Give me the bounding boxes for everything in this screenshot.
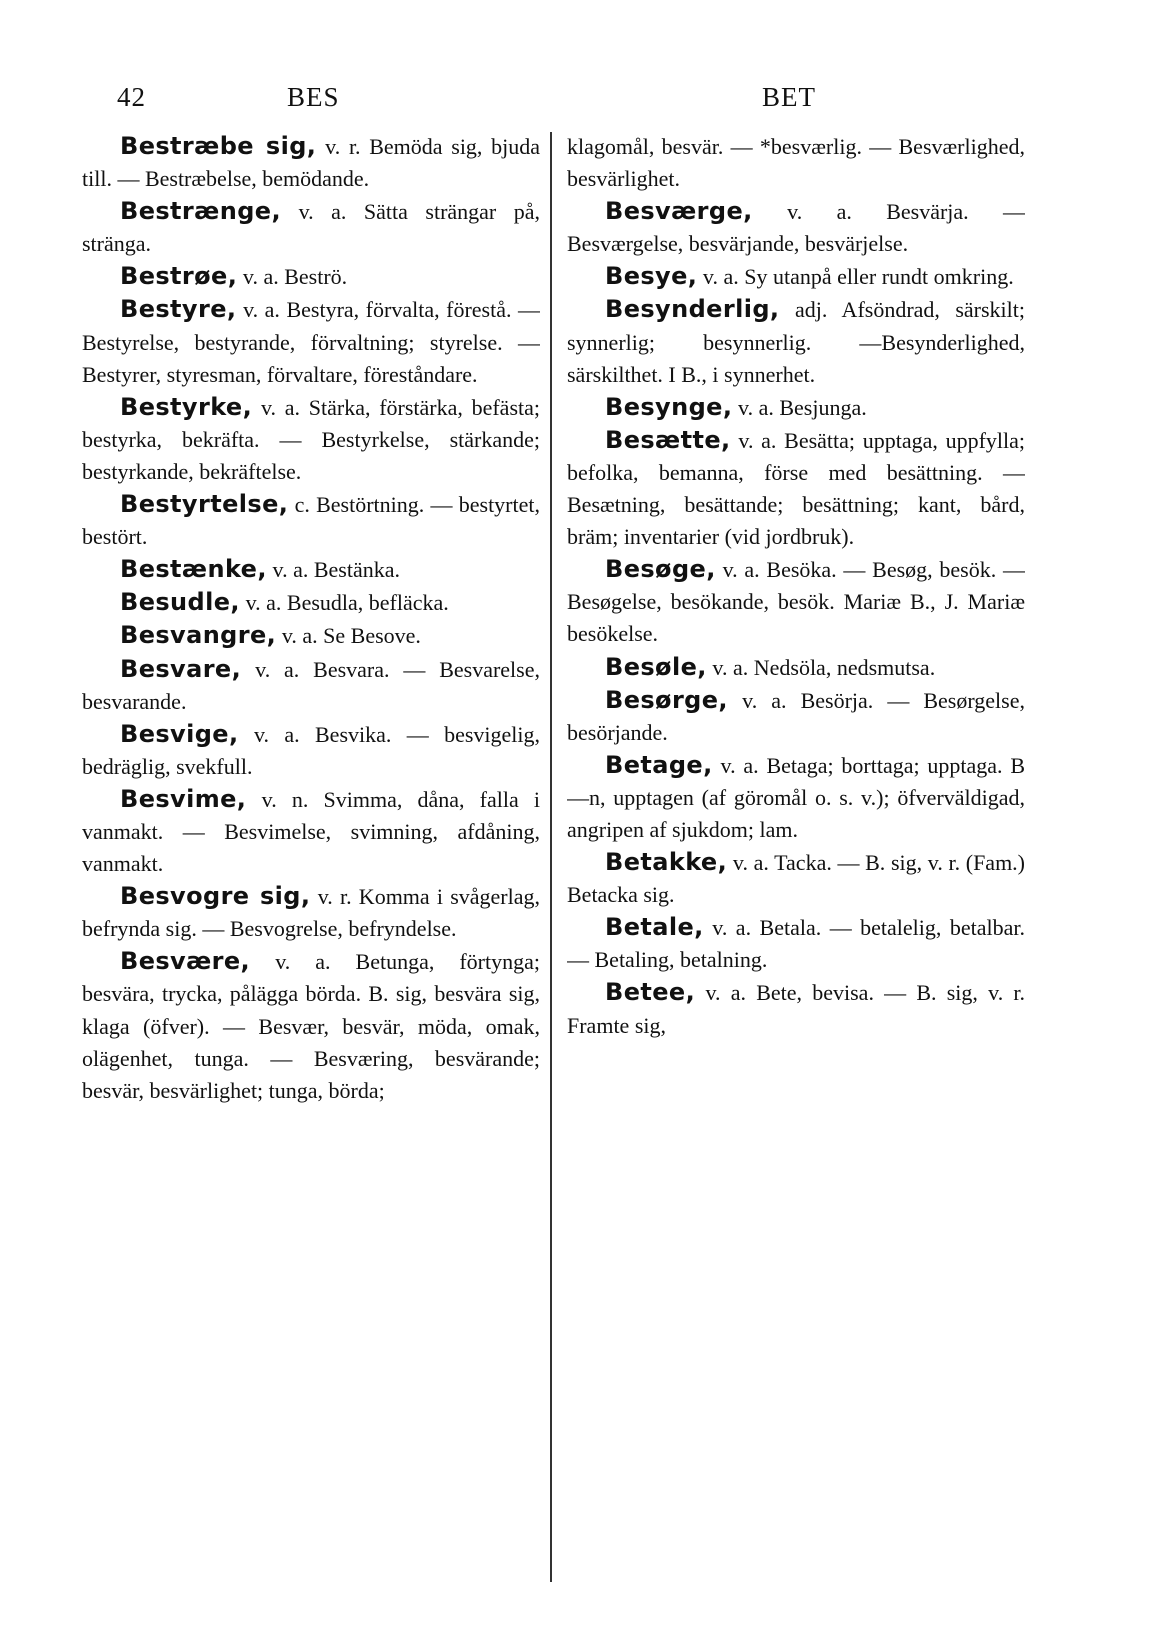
dictionary-entry	[567, 391, 1025, 424]
definition: v. a. Sy utanpå eller rundt omkring.	[702, 264, 1014, 290]
headword: Bestænke,	[120, 555, 267, 584]
definition: v. r. Bemöda sig, bjuda till. — Bestræbelse, bemödande.	[82, 134, 540, 192]
definition: v. a. Besudla, befläcka.	[245, 590, 449, 616]
dictionary-entry	[82, 293, 540, 390]
headword: Besye,	[605, 262, 698, 291]
dictionary-entry	[82, 488, 540, 553]
dictionary-entry	[82, 945, 540, 1106]
definition: v. a. Beströ.	[242, 264, 348, 290]
headword: Betale,	[605, 913, 704, 942]
headword: Besværge,	[605, 197, 753, 226]
left-column	[82, 130, 540, 1620]
right-column	[567, 130, 1025, 1620]
headword: Besørge,	[605, 685, 728, 714]
definition: v. a. Besvika. — besvigelig, bedräglig, svekfull.	[82, 721, 540, 779]
definition: v. a. Bete, bevisa. — B. sig, v. r. Framte sig,	[567, 980, 1025, 1038]
dictionary-entry	[567, 553, 1025, 650]
definition: v. a. Besörja. — Besørgelse, besörjande.	[567, 687, 1025, 745]
dictionary-entry	[82, 783, 540, 880]
dictionary-entry	[82, 130, 540, 195]
headword: Bestyrtelse,	[120, 490, 289, 519]
headword: Besvogre sig,	[120, 882, 311, 911]
dictionary-entry	[82, 619, 540, 652]
dictionary-entry	[567, 911, 1025, 976]
dictionary-entry	[567, 260, 1025, 293]
dictionary-entry	[567, 684, 1025, 749]
headword: Besvangre,	[120, 621, 277, 650]
definition: v. a. Nedsöla, nedsmutsa.	[712, 654, 936, 680]
headword: Besvime,	[120, 784, 247, 813]
headword: Besynderlig,	[605, 295, 780, 324]
dictionary-entry-continued	[567, 130, 1025, 195]
dictionary-entry	[82, 260, 540, 293]
definition: v. a. Besjunga.	[738, 394, 867, 420]
definition: v. a. Besvara. — Besvarelse, besvarande.	[82, 656, 540, 714]
definition: v. a. Bestyra, förvalta, förestå. — Bestyrelse, bestyrande, förvaltning; styrelse. — Bestyrer, styresman, förvaltare, föreståndare.	[82, 297, 540, 387]
dictionary-entry	[567, 195, 1025, 260]
dictionary-entry	[82, 391, 540, 488]
definition: v. n. Svimma, dåna, falla i vanmakt. — Besvimelse, svimning, afdåning, vanmakt.	[82, 786, 540, 877]
dictionary-entry	[82, 195, 540, 260]
dictionary-entry	[82, 718, 540, 783]
headword: Bestrøe,	[120, 262, 238, 291]
definition: v. a. Betaga; borttaga; upptaga. B—n, upptagen (af göromål o. s. v.); öfverväldigad, angripen af sjukdom; lam.	[567, 752, 1025, 842]
definition: v. a. Besvärja. — Besværgelse, besvärjande, besvärjelse.	[567, 199, 1025, 257]
dictionary-entry	[567, 749, 1025, 846]
dictionary-entry	[567, 976, 1025, 1041]
headword: Besætte,	[605, 425, 731, 454]
page-number: 42	[117, 82, 146, 112]
dictionary-entry	[82, 880, 540, 945]
definition: v. a. Betala. — betalelig, betalbar. — Betaling, betalning.	[567, 915, 1025, 973]
headword: Betakke,	[605, 848, 728, 877]
dictionary-entry	[82, 653, 540, 718]
dictionary-entry	[567, 293, 1025, 390]
definition: c. Bestörtning. — bestyrtet, bestört.	[82, 492, 540, 550]
definition: v. r. Komma i svågerlag, befrynda sig. — Besvogrelse, befryndelse.	[82, 884, 540, 942]
headword: Besvære,	[120, 947, 251, 976]
headword: Besøge,	[605, 555, 716, 584]
definition: v. a. Se Besove.	[281, 623, 421, 649]
headword: Betee,	[605, 978, 696, 1007]
headword: Bestrænge,	[120, 197, 281, 226]
dictionary-entry	[567, 424, 1025, 553]
dictionary-entry	[567, 846, 1025, 911]
dictionary-entry	[82, 553, 540, 586]
headword: Bestræbe sig,	[120, 132, 317, 160]
definition: v. a. Besätta; upptaga, uppfylla; befolka, bemanna, förse med besättning. — Besætning, besättande; besättning; kant, bård, bräm; inventarier (vid jordbruk).	[567, 427, 1025, 550]
definition: adj. Afsöndrad, särskilt; synnerlig; besynnerlig. —Besynderlighed, särskilthet. I B., i synnerhet.	[567, 297, 1025, 387]
headword: Besynge,	[605, 392, 733, 421]
headword: Besvige,	[120, 719, 239, 748]
definition: v. a. Sätta strängar på, stränga.	[82, 199, 540, 257]
definition: v. a. Tacka. — B. sig, v. r. (Fam.) Betacka sig.	[567, 850, 1025, 908]
guide-word-left: BES	[287, 82, 340, 112]
headword: Besøle,	[605, 652, 707, 681]
column-divider	[550, 132, 552, 1582]
dictionary-entry	[82, 586, 540, 619]
definition: v. a. Bestänka.	[272, 557, 400, 583]
guide-word-right: BET	[762, 82, 816, 112]
definition: v. a. Stärka, förstärka, befästa; bestyrka, bekräfta. — Bestyrkelse, stärkande; bestyrkande, bekräftelse.	[82, 394, 540, 484]
headword: Bestyre,	[120, 295, 237, 324]
headword: Besudle,	[120, 588, 240, 617]
headword: Betage,	[605, 750, 713, 779]
headword: Besvare,	[120, 654, 242, 683]
running-header	[0, 82, 1152, 132]
definition: v. a. Betunga, förtynga; besvära, trycka, pålägga börda. B. sig, besvära sig, klaga (öfver). — Besvær, besvär, möda, omak, olägenhet, tunga. — Besværing, besvärande; besvär, besvärlighet; tunga, börda;	[82, 949, 540, 1103]
headword: Bestyrke,	[120, 392, 253, 421]
dictionary-entry	[567, 651, 1025, 684]
definition: v. a. Besöka. — Besøg, besök. — Besøgelse, besökande, besök. Mariæ B., J. Mariæ besökelse.	[567, 557, 1025, 647]
definition: klagomål, besvär. — *besværlig. — Besværlighed, besvärlighet.	[567, 134, 1025, 192]
